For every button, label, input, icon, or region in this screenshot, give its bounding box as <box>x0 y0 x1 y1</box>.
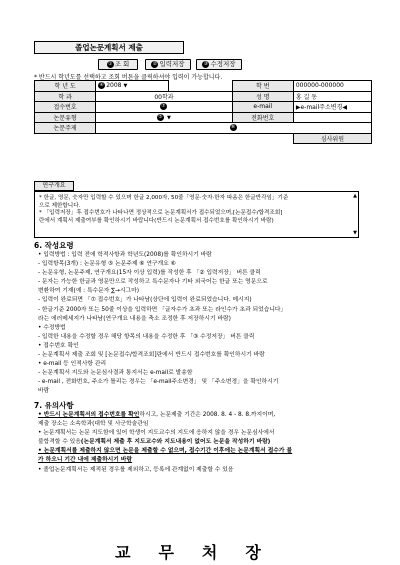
section6-body <box>38 251 286 397</box>
name-value: 홍 길 동 <box>293 91 371 102</box>
instruction-text: * 반드시 학년도를 선택하고 조회 버튼을 클릭하셔야 입력이 가능합니다. <box>34 74 223 81</box>
section6-line: - 입력항목(3개) : 논문유형 ⑤ 논문주제 ⑥ 연구개요 ⑥ <box>38 261 176 268</box>
number-badge-7: ⑦ <box>161 103 166 110</box>
paper-type-select[interactable] <box>96 112 232 123</box>
scroll-up-icon[interactable]: ▲ <box>353 193 357 199</box>
section6-line: • 수정방법 <box>38 324 66 331</box>
phone-value <box>293 112 371 123</box>
section6-line: - 문자는 가능한 한글과 영문만으로 작성하고 특수문자나 기타 외국어는 한글 또는 영문으로 <box>38 279 268 286</box>
topic-label: 논문주제 <box>35 123 96 134</box>
year-value: 2008 <box>106 82 122 90</box>
research-overview-box[interactable] <box>34 191 359 238</box>
number-badge-1: ① <box>107 60 113 67</box>
student-id-value: 000000-000000 <box>293 81 371 92</box>
number-badge-3: ③ <box>203 60 209 67</box>
section6-line: - e-mail , 전화번호, 주소가 틀리는 경우는 「e-mail주소변경」 및 「주소변경」을 확인하시기 <box>38 379 279 386</box>
reviewer-label: 심사위원 <box>293 133 371 144</box>
query-button[interactable] <box>98 59 138 70</box>
section6-heading: 6. 작성요령 <box>34 241 74 250</box>
number-badge-5: ⑤ <box>158 113 163 120</box>
dept-value: 00학과 <box>96 91 232 102</box>
notice-guidance: • 논문계획서는 논문 지도함에 있어 학생이 지도교수의 지도에 응하지 않을 경우 논문심사에서 <box>38 430 275 437</box>
save-button[interactable] <box>145 59 191 70</box>
issuer-signature: 교무처장 <box>115 543 289 562</box>
number-badge-4: ④ <box>99 82 104 89</box>
section6-line: - 논문계획서 제출 조회 및 [논문접수/합격조회]란에서 반드시 접수번호를 확인하시기 바람 <box>38 352 265 359</box>
receipt-value <box>96 102 232 113</box>
section6-line: • e-mail 등 인적사항 관리 <box>38 361 107 368</box>
research-note-1: * 한글, 영문, 숫자만 입력할 수 있으며 한글 2,000자, 50줄「영문·숫자·한자 따옴은 한글반각임」기준 <box>39 195 289 201</box>
dropdown-arrow-icon: ▼ <box>166 114 171 121</box>
student-info-form <box>34 80 372 144</box>
edit-save-button-label: 수정저장 <box>210 60 236 68</box>
research-note-2: * 「입력저장」후 접수번호가 나타나면 정상적으로 논문계획서가 접수되었으며,[논문접수/합격조회] <box>39 210 283 216</box>
research-overview-label: 연구개요 <box>34 181 74 191</box>
number-badge-2: ② <box>152 60 158 67</box>
notice-submit-required: • 논문계획서를 제출하지 않으면 논문을 제출할 수 없으며, 접수기간 이후에는 논문계획서 접수가 불 <box>38 448 293 455</box>
section6-line: • 입력방법 : 입력 전에 학적사항과 학년도(2008)를 확인하시기 바람 <box>38 252 212 258</box>
query-button-label: 조 회 <box>114 60 130 68</box>
student-id-label: 학 번 <box>232 81 293 92</box>
email-label: e-mail <box>232 102 293 113</box>
dropdown-arrow-icon: ▼ <box>123 83 128 90</box>
section6-line: - 한글기준 2000자 또는 50줄 이상을 입력하면 「글자수가 초과 또는 라인수가 초과 되었습니다」 <box>38 306 287 313</box>
page-title: 졸업논문계획서 제출 <box>34 41 184 54</box>
section7-body <box>38 411 292 475</box>
section6-line: - 입력이 완료되면 「⑦ 접수번호」가 나타남(상단에 입력이 완료되었습니다. 메시지) <box>38 297 252 304</box>
paper-type-label: 논문유형 <box>35 112 96 123</box>
notice-submit-deadline: 가 하오니 기간 내에 제출하시기 바람 <box>38 457 133 464</box>
phone-label: 전화번호 <box>232 112 293 123</box>
notice-receipt-check: • 반드시 논문계획서의 접수번호를 확인 <box>38 412 140 418</box>
receipt-label: 접수번호 <box>35 102 96 113</box>
name-label: 성 명 <box>232 91 293 102</box>
notice-fail: 불합격할 수 있음 <box>38 439 81 446</box>
section7-heading: 7. 유의사항 <box>34 401 74 410</box>
email-change-link[interactable]: ▶e-mail주소변경◀ <box>293 102 371 113</box>
topic-input[interactable] <box>96 123 372 134</box>
section6-line: - 논문유형, 논문주제, 연구개요(15자 이상 입력)를 작성한 후 「② 입력저장」 버튼 클릭 <box>38 270 261 277</box>
notice-period: 하시고, 논문제출 기간은 2008. 8. 4 - 8. 8.까지이며, <box>139 412 276 418</box>
research-note-2b: 란에서 계획서 제출여부를 확인하시기 바랍니다(반드시 논문계획서 접수번호를 확인하시기 바람) <box>39 217 274 224</box>
notice-fail-bold: (논문계획서 제출 후 지도교수와 지도내용이 없어도 논문을 작성하기 바람) <box>80 439 271 446</box>
year-label: 학 년 도 <box>35 81 96 92</box>
section6-line: - 입력한 내용을 수정할 경우 해당 항목의 내용을 수정한 후 「③ 수정저장」 버튼 클릭 <box>38 333 255 340</box>
save-button-label: 입력저장 <box>159 60 185 68</box>
section6-line: - 논문계획서 지도와 논문심사결과 통지서는 e-mail로 발송함 <box>38 370 193 377</box>
notice-place: 제출 장소는 소속학과(대학 및 사군학술관임 <box>38 421 149 428</box>
notice-eligibility: • 졸업논문계획서는 제적된 경우를 제외하고, 등록에 관계없이 제출할 수 있음 <box>38 466 234 473</box>
section6-line: • 접수번호 확인 <box>38 342 79 349</box>
number-badge-6: ⑥ <box>230 124 236 131</box>
section6-line: 바람 <box>38 388 50 395</box>
scroll-down-icon[interactable]: ▼ <box>353 230 357 236</box>
dept-label: 학 과 <box>35 91 96 102</box>
year-select[interactable] <box>96 81 168 92</box>
section6-line: 라는 에러메세지가 나타남(연구개요 내용을 축소 조정한 후 저장하시기 바람) <box>38 315 231 322</box>
edit-save-button[interactable] <box>196 59 242 70</box>
research-note-1b: 으로 제한합니다. <box>39 202 81 209</box>
section6-line: 변환하여 기재(예 : 특수문자 ∑→시그마) <box>38 288 140 295</box>
